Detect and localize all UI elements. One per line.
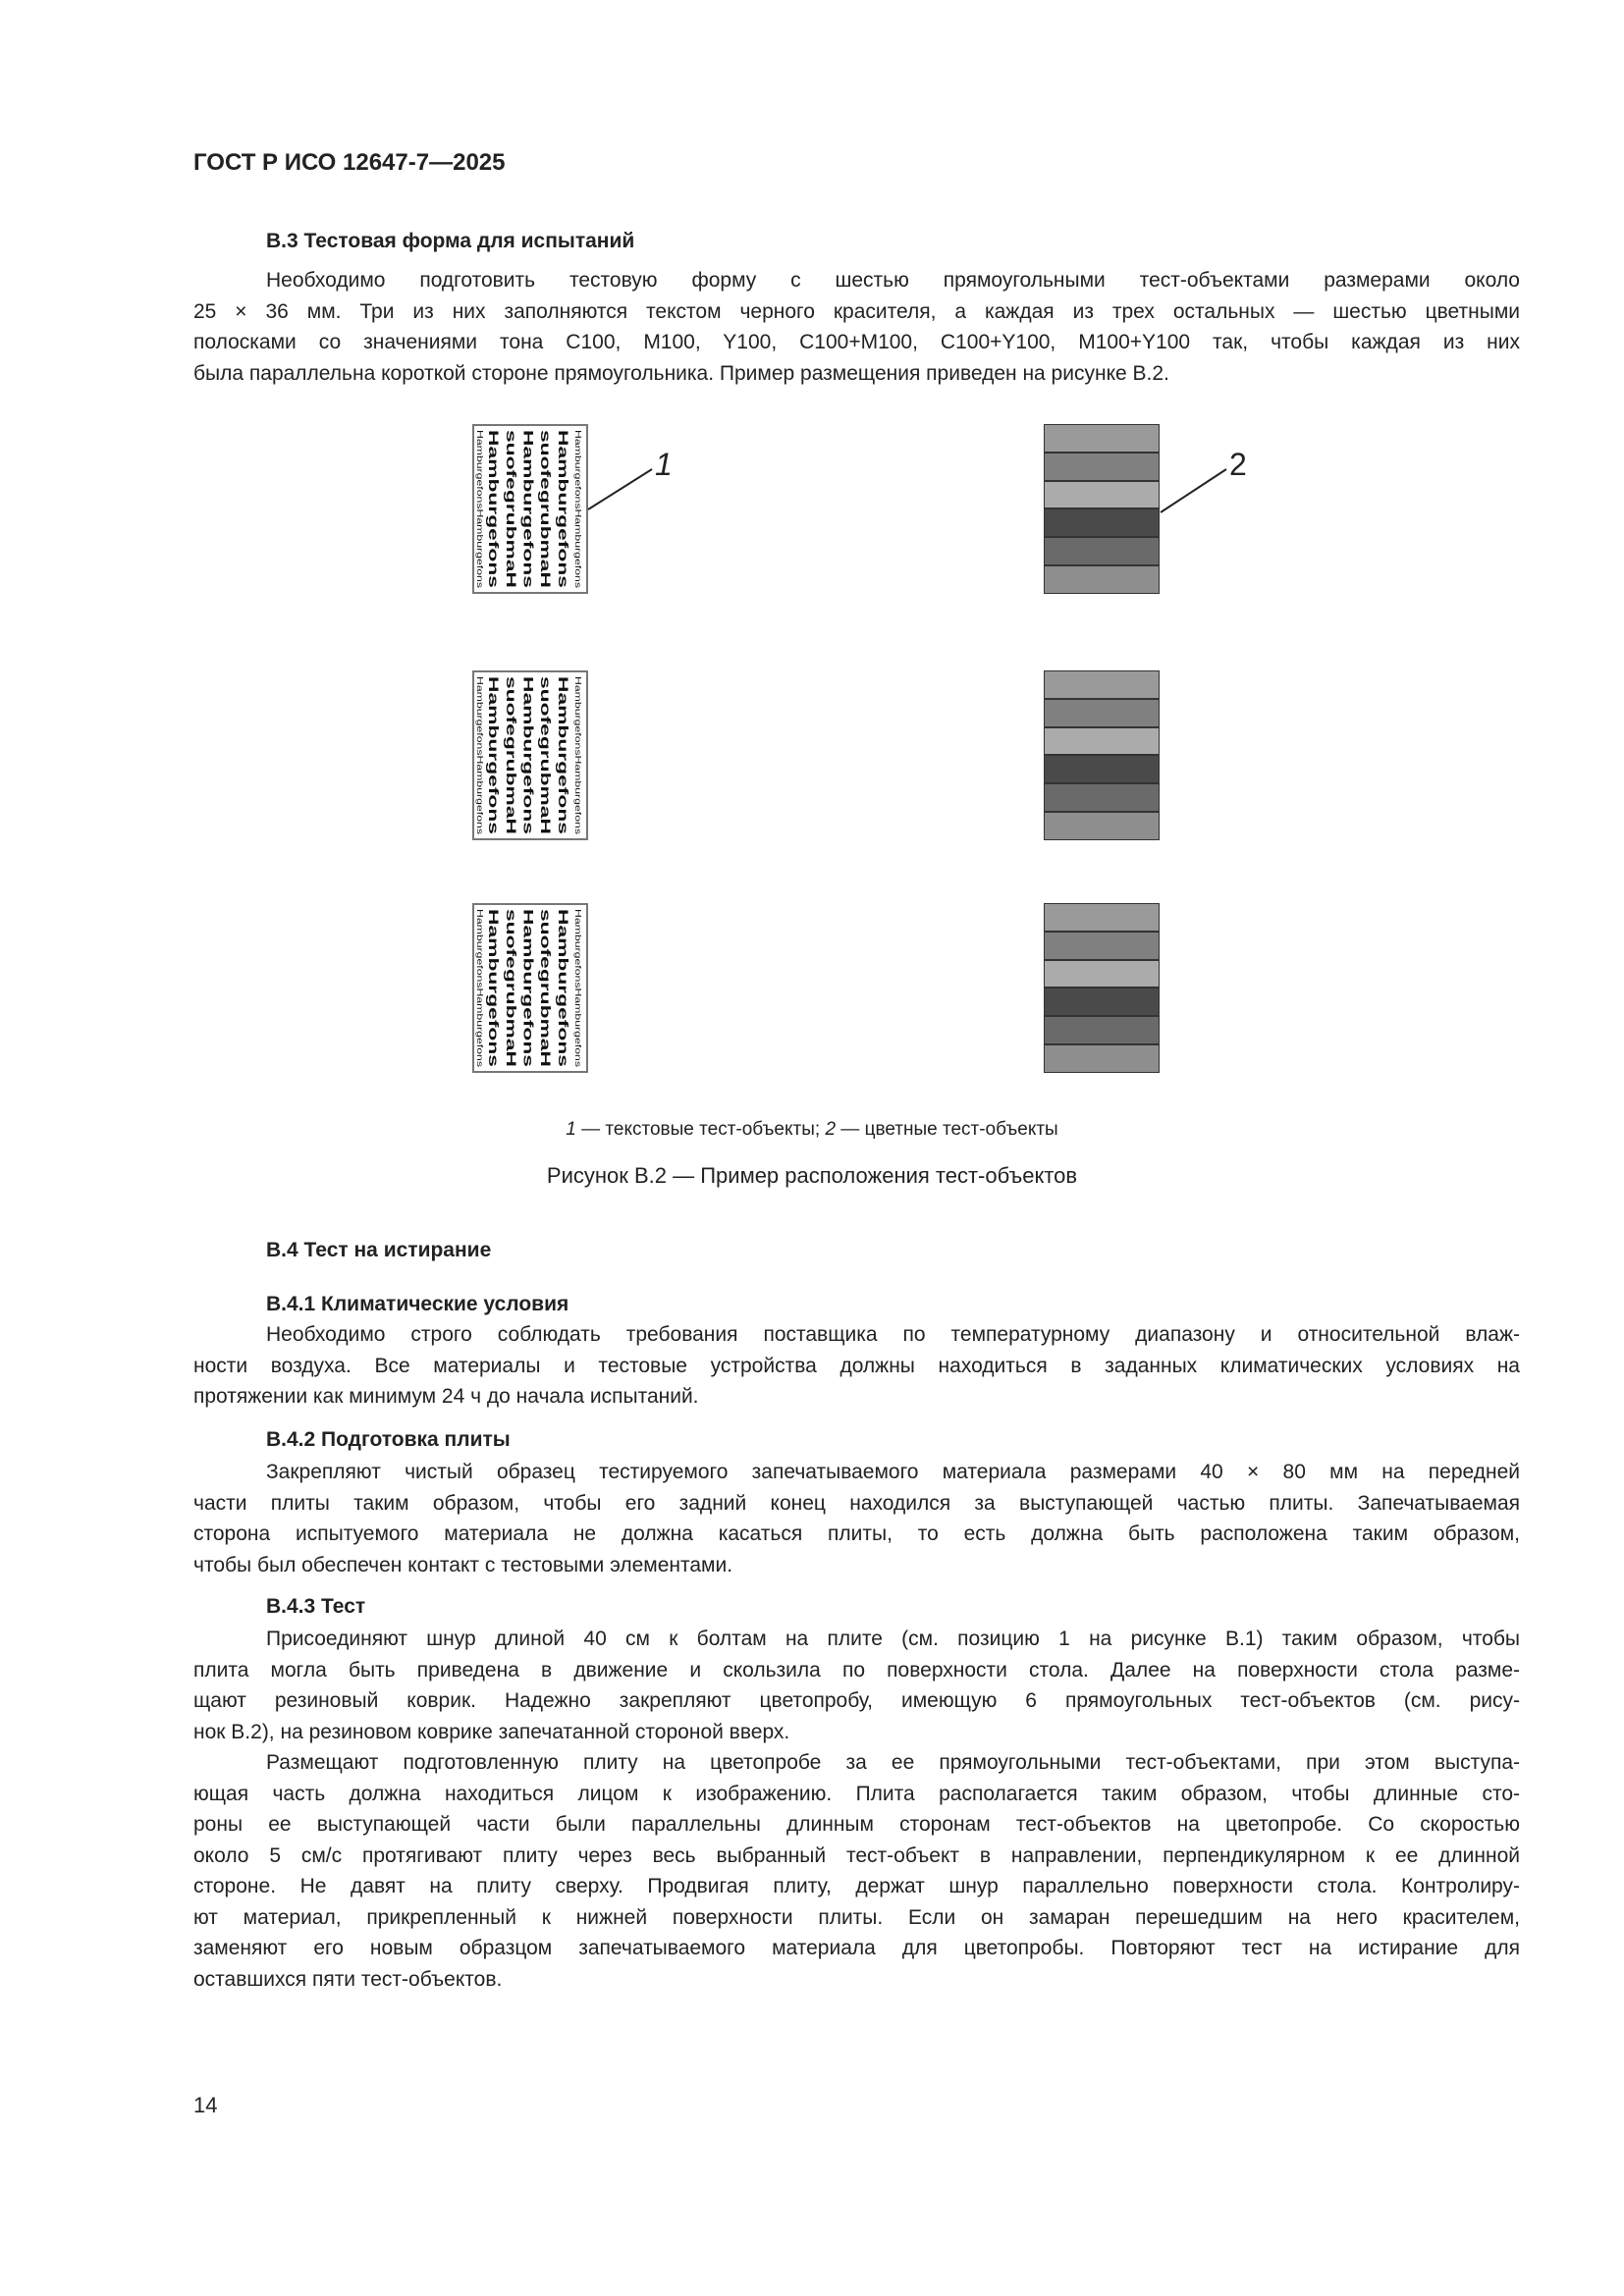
section-b43-heading: В.4.3 Тест bbox=[266, 1595, 366, 1618]
paragraph-line: Необходимо строго соблюдать требования поставщика по температурному диапазону и относительной влаж- bbox=[266, 1323, 1520, 1346]
figure-label-2: 2 bbox=[1229, 447, 1247, 482]
sample-text-column: suofegrubmaH bbox=[538, 430, 555, 527]
paragraph-line: щают резиновый коврик. Надежно закрепляют цветопробу, имеющую 6 прямоугольных тест-объектов (см. рису- bbox=[193, 1689, 1520, 1712]
paragraph-line: роны ее выступающей части были параллельны длинным сторонам тест-объектов на цветопробе. Со скоростью bbox=[193, 1813, 1520, 1836]
paragraph-line: ют материал, прикрепленный к нижней поверхности плиты. Если он замаран перешедшим на него красителем, bbox=[193, 1905, 1520, 1929]
leader-lines bbox=[0, 0, 1624, 1109]
paragraph-line: Необходимо подготовить тестовую форму с шестью прямоугольными тест-объектами размерами около bbox=[266, 269, 1520, 292]
paragraph-line: Закрепляют чистый образец тестируемого запечатываемого материала размерами 40 × 80 мм на передней bbox=[266, 1461, 1520, 1483]
paragraph-line: оставшихся пяти тест-объектов. bbox=[193, 1967, 503, 1991]
paragraph-line: полосками со значениями тона C100, M100, Y100, C100+M100, C100+Y100, M100+Y100 так, чтобы каждая из них bbox=[193, 331, 1520, 353]
paragraph-line: около 5 см/с протягивают плиту через весь выбранный тест-объект в направлении, перпендикулярном к ее длинной bbox=[193, 1843, 1520, 1867]
paragraph-line: была параллельна короткой стороне прямоугольника. Пример размещения приведен на рисунке В.2. bbox=[193, 361, 1169, 385]
sample-text-column: Hamburgefons bbox=[520, 676, 537, 774]
paragraph-line: 25 × 36 мм. Три из них заполняются текстом черного красителя, а каждая из трех остальных — шестью цветными bbox=[193, 299, 1520, 323]
paragraph-line: заменяют его новым образцом запечатываемого материала для цветопробы. Повторяют тест на истирание для bbox=[193, 1937, 1520, 1959]
paragraph-line: сторона испытуемого материала не должна касаться плиты, то есть должна быть расположена таким образом, bbox=[193, 1522, 1520, 1545]
section-b41-heading: В.4.1 Климатические условия bbox=[266, 1293, 569, 1315]
paragraph-line: чтобы был обеспечен контакт с тестовыми элементами. bbox=[193, 1553, 733, 1576]
leader-line-2 bbox=[1161, 469, 1226, 512]
leader-line-1 bbox=[588, 469, 652, 509]
paragraph-line: плита могла быть приведена в движение и скользила по поверхности стола. Далее на поверхности стола разме- bbox=[193, 1658, 1520, 1682]
sample-text-column: HamburgefonsHamburgefons bbox=[572, 909, 582, 1012]
paragraph-line: ности воздуха. Все материалы и тестовые устройства должны находиться в заданных климатических условиях на bbox=[193, 1354, 1520, 1377]
legend-text-1: — текстовые тест-объекты; bbox=[575, 1119, 826, 1140]
sample-text-column: Hamburgefons bbox=[555, 676, 571, 774]
paragraph-line: части плиты таким образом, чтобы его задний конец находился за выступающей частью плиты. Запечатываемая bbox=[193, 1491, 1520, 1515]
paragraph-line: протяжении как минимум 24 ч до начала испытаний. bbox=[193, 1385, 699, 1408]
section-b3-heading: В.3 Тестовая форма для испытаний bbox=[266, 230, 635, 252]
paragraph-line: Присоединяют шнур длиной 40 см к болтам на плите (см. позицию 1 на рисунке В.1) таким образом, чтобы bbox=[266, 1628, 1520, 1650]
legend-number-1: 1 bbox=[566, 1119, 576, 1140]
section-b43-paragraph-1 bbox=[193, 1624, 1520, 1747]
figure-label-1: 1 bbox=[655, 447, 673, 482]
document-header: ГОСТ Р ИСО 12647-7—2025 bbox=[193, 149, 506, 176]
paragraph-line: ющая часть должна находиться лицом к изображению. Плита располагается таким образом, чтобы длинные сто- bbox=[193, 1782, 1520, 1805]
sample-text-column: Hamburgefons bbox=[555, 430, 571, 527]
section-b4-heading: В.4 Тест на истирание bbox=[266, 1239, 492, 1261]
legend-text-2: — цветные тест-объекты bbox=[836, 1119, 1058, 1140]
sample-text-column: HamburgefonsHamburgefons bbox=[474, 676, 484, 779]
figure-legend bbox=[0, 1119, 1624, 1141]
paragraph-line: Размещают подготовленную плиту на цветопробе за ее прямоугольными тест-объектами, при этом выступа- bbox=[266, 1751, 1520, 1774]
paragraph-line: стороне. Не давят на плиту сверху. Продвигая плиту, держат шнур параллельно поверхности стола. Контролиру- bbox=[193, 1875, 1520, 1897]
sample-text-column: suofegrubmaH bbox=[538, 909, 555, 1006]
legend-number-2: 2 bbox=[825, 1119, 837, 1140]
sample-text-column: suofegrubmaH bbox=[503, 430, 519, 527]
sample-text-column: Hamburgefons bbox=[555, 909, 571, 1006]
sample-text-column: suofegrubmaH bbox=[503, 909, 519, 1006]
sample-text-column: Hamburgefons bbox=[486, 430, 503, 527]
paragraph-line: нок В.2), на резиновом коврике запечатанной стороной вверх. bbox=[193, 1720, 790, 1743]
figure-caption: Рисунок В.2 — Пример расположения тест-объектов bbox=[546, 1163, 1078, 1188]
section-b42-heading: В.4.2 Подготовка плиты bbox=[266, 1428, 511, 1451]
sample-text-column: Hamburgefons bbox=[520, 430, 537, 527]
section-b43-paragraph-2 bbox=[193, 1747, 1520, 1995]
sample-text-column: HamburgefonsHamburgefons bbox=[572, 676, 582, 779]
section-b41-paragraph bbox=[193, 1319, 1520, 1413]
sample-text-column: HamburgefonsHamburgefons bbox=[474, 909, 484, 1012]
sample-text-column: suofegrubmaH bbox=[538, 676, 555, 774]
sample-text-column: HamburgefonsHamburgefons bbox=[474, 430, 484, 533]
sample-text-column: Hamburgefons bbox=[486, 676, 503, 774]
figure-b2 bbox=[0, 0, 1624, 1109]
sample-text-column: HamburgefonsHamburgefons bbox=[572, 430, 582, 533]
section-b42-paragraph bbox=[193, 1457, 1520, 1580]
sample-text-column: Hamburgefons bbox=[520, 909, 537, 1006]
sample-text-column: Hamburgefons bbox=[486, 909, 503, 1006]
sample-text-column: suofegrubmaH bbox=[503, 676, 519, 774]
page-number: 14 bbox=[193, 2093, 218, 2117]
